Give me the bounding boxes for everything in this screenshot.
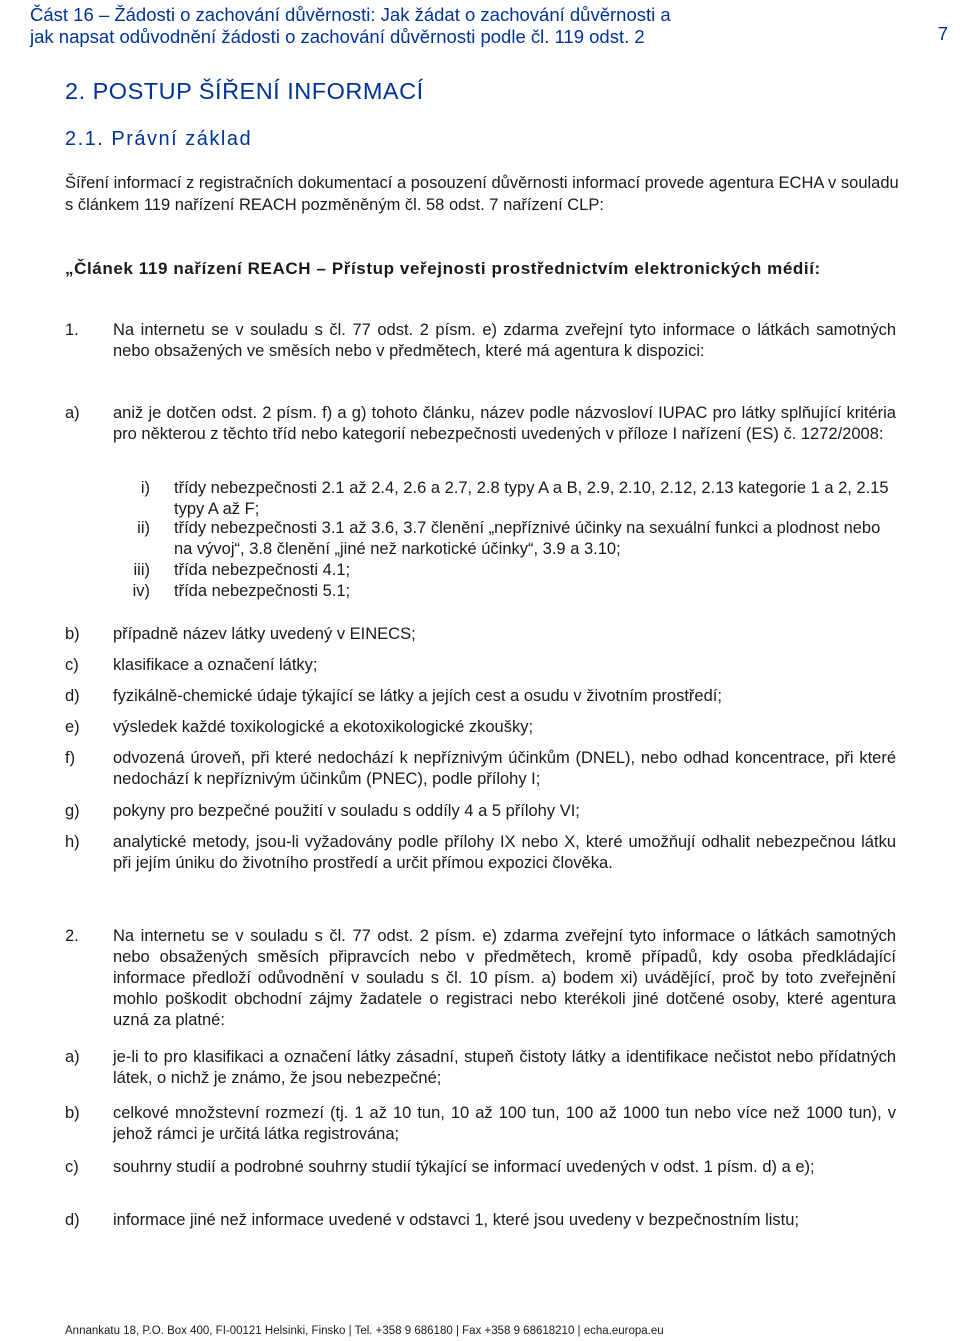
paragraph-2-number: 2. bbox=[65, 927, 79, 945]
paragraph-1-text: Na internetu se v souladu s čl. 77 odst. 2 písm. e) zdarma zveřejní tyto informace o látkách samotných nebo obsažených ve směsích nebo v předmětech, které má agentura k dispozici: bbox=[113, 321, 896, 360]
list-item-label: c) bbox=[65, 656, 79, 674]
list-item-label: c) bbox=[65, 1158, 79, 1176]
header-title-line-2: jak napsat odůvodnění žádosti o zachování důvěrnosti podle čl. 119 odst. 2 bbox=[30, 26, 645, 47]
list-item-label: d) bbox=[65, 1211, 80, 1229]
list-item-text: je-li to pro klasifikaci a označení látky zásadní, stupeň čistoty látky a identifikace nečistot nebo přídatných látek, o nichž je známo, že jsou nebezpečné; bbox=[113, 1048, 896, 1087]
paragraph-1-number: 1. bbox=[65, 321, 79, 339]
list-item-1a bbox=[65, 403, 896, 445]
list-item-1d bbox=[65, 686, 896, 707]
paragraph-2-text: Na internetu se v souladu s čl. 77 odst. 2 písm. e) zdarma zveřejní tyto informace o látkách samotných nebo obsažených směsích připravcích nebo v předmětech, kromě případů, kdy osoba předkládající informace předloží odůvodnění v souladu s čl. 10 písm. a) bodem xi) uvádějící, proč by toto zveřejnění mohlo poškodit obchodní zájmy žadatele o registraci nebo kterékoli jiné dotčené osoby, které agentura uzná za platné: bbox=[113, 927, 896, 1029]
sub-list-item-iv bbox=[113, 581, 896, 602]
list-item-label: a) bbox=[65, 1048, 80, 1066]
list-item-label: a) bbox=[65, 404, 80, 422]
section-title: 2. POSTUP ŠÍŘENÍ INFORMACÍ bbox=[65, 78, 424, 104]
list-item-1c bbox=[65, 655, 896, 676]
list-item-text: fyzikálně-chemické údaje týkající se látky a jejích cest a osudu v životním prostředí; bbox=[113, 687, 722, 705]
sub-list-item-label: iv) bbox=[132, 582, 150, 600]
list-item-label: g) bbox=[65, 802, 80, 820]
list-item-label: d) bbox=[65, 687, 80, 705]
sub-list-item-iii bbox=[113, 560, 896, 581]
list-item-text: celkové množstevní rozmezí (tj. 1 až 10 tun, 10 až 100 tun, 100 až 1000 tun nebo více než 1000 tun), v jehož rámci je určitá látka registrována; bbox=[113, 1104, 896, 1143]
list-item-text: aniž je dotčen odst. 2 písm. f) a g) tohoto článku, název podle názvosloví IUPAC pro látky splňující kritéria pro některou z těchto tříd nebo kategorií nebezpečnosti uvedených v příloze I nařízení (ES) č. 1272/2008: bbox=[113, 404, 896, 443]
paragraph-2 bbox=[65, 926, 896, 1031]
page-number: 7 bbox=[937, 23, 948, 44]
list-item-label: b) bbox=[65, 625, 80, 643]
article-heading: „Článek 119 nařízení REACH – Přístup veřejnosti prostřednictvím elektronických médií: bbox=[65, 259, 821, 278]
list-item-text: klasifikace a označení látky; bbox=[113, 656, 318, 674]
list-item-text: odvozená úroveň, při které nedochází k nepříznivým účinkům (DNEL), nebo odhad koncentrace, při které nedochází k nepříznivým účinkům (PNEC), podle přílohy I; bbox=[113, 749, 896, 788]
list-item-text: případně název látky uvedený v EINECS; bbox=[113, 625, 416, 643]
sub-list-item-i bbox=[113, 478, 896, 520]
sub-list-item-text: třída nebezpečnosti 4.1; bbox=[174, 561, 351, 579]
list-item-text: výsledek každé toxikologické a ekotoxikologické zkoušky; bbox=[113, 718, 534, 736]
list-item-text: souhrny studií a podrobné souhrny studií týkající se informací uvedených v odst. 1 písm. d) a e); bbox=[113, 1158, 815, 1176]
list-item-label: b) bbox=[65, 1104, 80, 1122]
footer-address: Annankatu 18, P.O. Box 400, FI-00121 Helsinki, Finsko | Tel. +358 9 686180 | Fax +358 9 68618210 | echa.europa.eu bbox=[65, 1325, 664, 1337]
intro-paragraph: Šíření informací z registračních dokumentací a posouzení důvěrnosti informací provede agentura ECHA v souladu s článkem 119 nařízení REACH pozměněným čl. 58 odst. 7 nařízení CLP: bbox=[65, 174, 899, 214]
list-item-label: e) bbox=[65, 718, 80, 736]
list-item-1g bbox=[65, 801, 896, 822]
list-item-label: h) bbox=[65, 833, 80, 851]
sub-list-item-label: iii) bbox=[133, 561, 150, 579]
list-item-label: f) bbox=[65, 749, 76, 767]
sub-list-item-text: třída nebezpečnosti 5.1; bbox=[174, 582, 351, 600]
sub-list-item-label: ii) bbox=[137, 519, 150, 537]
list-item-2b bbox=[65, 1103, 896, 1145]
sub-list-item-text: třídy nebezpečnosti 3.1 až 3.6, 3.7 členění „nepříznivé účinky na sexuální funkci a plodnost nebo na vývoj“, 3.8 členění „jiné než narkotické účinky“, 3.9 a 3.10; bbox=[174, 519, 881, 558]
list-item-2c bbox=[65, 1157, 896, 1178]
list-item-1b bbox=[65, 624, 896, 645]
list-item-1h bbox=[65, 832, 896, 874]
list-item-text: informace jiné než informace uvedené v odstavci 1, které jsou uvedeny v bezpečnostním listu; bbox=[113, 1211, 800, 1229]
list-item-text: pokyny pro bezpečné použití v souladu s oddíly 4 a 5 přílohy VI; bbox=[113, 802, 580, 820]
list-item-1f bbox=[65, 748, 896, 790]
sub-list-item-ii bbox=[113, 518, 896, 560]
list-item-2a bbox=[65, 1047, 896, 1089]
sub-list-item-text: třídy nebezpečnosti 2.1 až 2.4, 2.6 a 2.7, 2.8 typy A a B, 2.9, 2.10, 2.12, 2.13 kategorie 1 a 2, 2.15 typy A až F; bbox=[174, 479, 889, 518]
list-item-2d bbox=[65, 1210, 896, 1231]
list-item-1e bbox=[65, 717, 896, 738]
subsection-title: 2.1. Právní základ bbox=[65, 128, 253, 150]
paragraph-1 bbox=[65, 320, 896, 362]
list-item-text: analytické metody, jsou-li vyžadovány podle přílohy IX nebo X, které umožňují odhalit nebezpečnou látku při jejím úniku do životního prostředí a určit přímou expozici člověka. bbox=[113, 833, 896, 872]
sub-list-item-label: i) bbox=[140, 479, 150, 497]
header-title-line-1: Část 16 – Žádosti o zachování důvěrnosti: Jak žádat o zachování důvěrnosti a bbox=[30, 4, 671, 25]
